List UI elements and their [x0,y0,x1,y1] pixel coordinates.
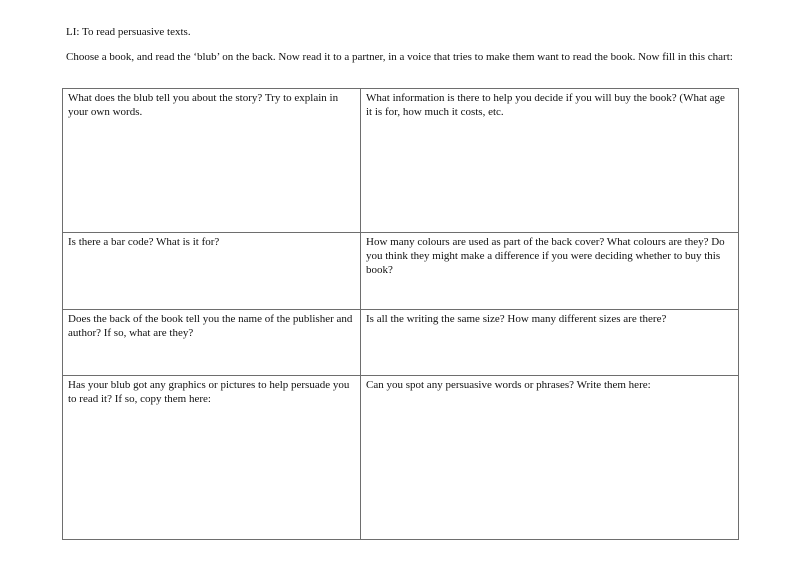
chart-row [63,376,739,540]
learning-intention: LI: To read persuasive texts. [66,26,191,38]
cover-colours-cell[interactable]: How many colours are used as part of the back cover? What colours are they? Do you think they might make a difference if you were deciding whether to buy this book? [361,233,739,310]
buying-info-cell[interactable]: What information is there to help you decide if you will buy the book? (What age it is for, how much it costs, etc. [361,89,739,233]
publisher-author-cell[interactable]: Does the back of the book tell you the name of the publisher and author? If so, what are they? [63,310,361,376]
chart-row [63,89,739,233]
writing-size-cell[interactable]: Is all the writing the same size? How many different sizes are there? [361,310,739,376]
blurb-story-cell[interactable]: What does the blub tell you about the story? Try to explain in your own words. [63,89,361,233]
chart-row [63,310,739,376]
persuasive-text-chart [62,88,739,540]
graphics-cell[interactable]: Has your blub got any graphics or pictures to help persuade you to read it? If so, copy them here: [63,376,361,540]
persuasive-words-cell[interactable]: Can you spot any persuasive words or phrases? Write them here: [361,376,739,540]
chart-row [63,233,739,310]
instructions-text: Choose a book, and read the ‘blub’ on the back. Now read it to a partner, in a voice that tries to make them want to read the book. Now fill in this chart: [66,51,733,63]
bar-code-cell[interactable]: Is there a bar code? What is it for? [63,233,361,310]
